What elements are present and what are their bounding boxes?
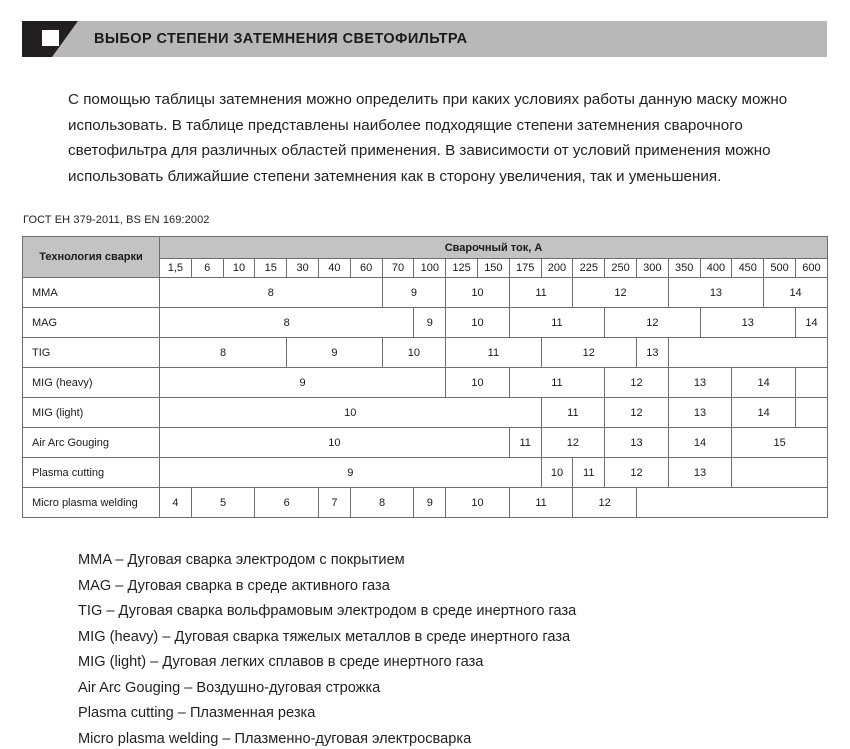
- current-tick: 40: [318, 259, 350, 278]
- current-tick: 1,5: [160, 259, 192, 278]
- shade-cell: 10: [446, 308, 510, 338]
- shade-cell: 9: [414, 308, 446, 338]
- shade-cell: 6: [255, 488, 319, 518]
- row-label-mma: MMA: [23, 278, 160, 308]
- shade-cell: 11: [509, 278, 573, 308]
- shade-cell: 8: [160, 278, 383, 308]
- shade-cell: 9: [160, 458, 542, 488]
- shade-table-head: [23, 237, 828, 278]
- table-row: [23, 428, 828, 458]
- current-tick: 30: [287, 259, 319, 278]
- shade-cell: 11: [509, 368, 604, 398]
- shade-cell: 14: [764, 278, 828, 308]
- legend-item: MMA – Дуговая сварка электродом с покрытием: [78, 552, 405, 568]
- table-row: [23, 368, 828, 398]
- shade-cell: 12: [573, 488, 637, 518]
- shade-cell: 8: [160, 338, 287, 368]
- row-label-tig: TIG: [23, 338, 160, 368]
- header-chevron-icon: [22, 21, 78, 57]
- shade-cell-empty: [732, 458, 828, 488]
- shade-cell: 14: [732, 398, 796, 428]
- shade-cell: 9: [382, 278, 446, 308]
- legend-item: MIG (heavy) – Дуговая сварка тяжелых металлов в среде инертного газа: [78, 628, 571, 645]
- current-tick: 450: [732, 259, 764, 278]
- current-tick: 60: [350, 259, 382, 278]
- current-tick: 400: [700, 259, 732, 278]
- current-tick: 225: [573, 259, 605, 278]
- table-header-row-top: [23, 237, 828, 259]
- current-tick: 15: [255, 259, 287, 278]
- shade-cell: 12: [541, 428, 605, 458]
- shade-cell: 12: [541, 338, 636, 368]
- table-row: [23, 308, 828, 338]
- intro-paragraph: С помощью таблицы затемнения можно определить при каких условиях работы данную маску можно использовать. В таблице представлены наиболее подходящие степени затемнения сварочного светофильтра для различных областей применения. В зависимости от условий применения можно использовать ближайшие степени затемнения как в сторону увеличения, так и уменьшения.: [68, 91, 788, 185]
- current-tick: 100: [414, 259, 446, 278]
- current-tick: 200: [541, 259, 573, 278]
- shade-cell: 14: [732, 368, 796, 398]
- shade-cell: 15: [732, 428, 828, 458]
- header-chevron-square-icon: [42, 30, 59, 46]
- row-label-air-arc-gouging: Air Arc Gouging: [23, 428, 160, 458]
- shade-cell: 4: [160, 488, 192, 518]
- shade-cell: 11: [509, 488, 573, 518]
- shade-cell: 11: [541, 398, 605, 428]
- shade-cell: 13: [605, 428, 669, 458]
- current-tick: 600: [795, 259, 827, 278]
- row-label-mig-light: MIG (light): [23, 398, 160, 428]
- current-tick: 125: [446, 259, 478, 278]
- shade-cell-empty: [668, 338, 827, 368]
- shade-table: [22, 236, 828, 518]
- table-row: [23, 338, 828, 368]
- shade-cell: 8: [160, 308, 414, 338]
- shade-cell: 12: [605, 368, 669, 398]
- shade-cell: 12: [605, 398, 669, 428]
- shade-cell: 10: [446, 278, 510, 308]
- page-title: ВЫБОР СТЕПЕНИ ЗАТЕМНЕНИЯ СВЕТОФИЛЬТРА: [94, 31, 468, 47]
- shade-cell: 12: [573, 278, 668, 308]
- shade-cell: 14: [668, 428, 732, 458]
- legend-item: Plasma cutting – Плазменная резка: [78, 705, 316, 721]
- legend-item: Micro plasma welding – Плазменно-дуговая электросварка: [78, 730, 472, 747]
- shade-cell-empty: [636, 488, 827, 518]
- shade-cell: 10: [446, 368, 510, 398]
- shade-cell: 12: [605, 308, 700, 338]
- shade-cell: 11: [446, 338, 541, 368]
- shade-cell: 11: [573, 458, 605, 488]
- shade-cell: 10: [160, 428, 510, 458]
- row-label-mig-heavy: MIG (heavy): [23, 368, 160, 398]
- abbreviation-legend: [78, 548, 838, 749]
- row-label-mag: MAG: [23, 308, 160, 338]
- current-tick: 500: [764, 259, 796, 278]
- column-header-technology: Технология сварки: [23, 237, 160, 278]
- shade-cell: 10: [382, 338, 446, 368]
- shade-cell: 11: [509, 308, 604, 338]
- shade-cell: 13: [668, 458, 732, 488]
- column-header-welding-current: Сварочный ток, А: [160, 237, 828, 259]
- shade-cell: 5: [191, 488, 255, 518]
- shade-table-body: [23, 278, 828, 518]
- shade-cell: 13: [700, 308, 795, 338]
- shade-cell: 9: [414, 488, 446, 518]
- shade-table-container: [22, 236, 828, 518]
- shade-cell: 7: [318, 488, 350, 518]
- current-tick: 70: [382, 259, 414, 278]
- shade-cell-empty: [795, 398, 827, 428]
- table-row: [23, 488, 828, 518]
- shade-cell: 13: [668, 368, 732, 398]
- section-header-banner: [22, 21, 827, 57]
- standard-caption: ГОСТ ЕН 379-2011, BS EN 169:2002: [23, 214, 210, 226]
- current-tick: 250: [605, 259, 637, 278]
- shade-cell: 14: [795, 308, 827, 338]
- row-label-micro-plasma-welding: Micro plasma welding: [23, 488, 160, 518]
- shade-cell: 10: [541, 458, 573, 488]
- shade-cell: 8: [350, 488, 414, 518]
- shade-cell: 13: [636, 338, 668, 368]
- legend-item: MAG – Дуговая сварка в среде активного газа: [78, 577, 390, 594]
- shade-cell: 10: [160, 398, 542, 428]
- current-tick: 150: [477, 259, 509, 278]
- shade-cell: 9: [160, 368, 446, 398]
- shade-cell: 13: [668, 278, 763, 308]
- legend-item: Air Arc Gouging – Воздушно-дуговая строжка: [78, 679, 381, 696]
- shade-cell: 10: [446, 488, 510, 518]
- shade-cell: 11: [509, 428, 541, 458]
- current-tick: 6: [191, 259, 223, 278]
- legend-item: TIG – Дуговая сварка вольфрамовым электродом в среде инертного газа: [78, 603, 577, 619]
- table-row: [23, 278, 828, 308]
- current-tick: 10: [223, 259, 255, 278]
- table-row: [23, 458, 828, 488]
- row-label-plasma-cutting: Plasma cutting: [23, 458, 160, 488]
- current-tick: 350: [668, 259, 700, 278]
- shade-cell: 13: [668, 398, 732, 428]
- legend-item: MIG (light) – Дуговая легких сплавов в среде инертного газа: [78, 654, 484, 670]
- shade-cell: 12: [605, 458, 669, 488]
- table-row: [23, 398, 828, 428]
- current-tick: 300: [636, 259, 668, 278]
- current-tick: 175: [509, 259, 541, 278]
- shade-cell-empty: [795, 368, 827, 398]
- shade-cell: 9: [287, 338, 382, 368]
